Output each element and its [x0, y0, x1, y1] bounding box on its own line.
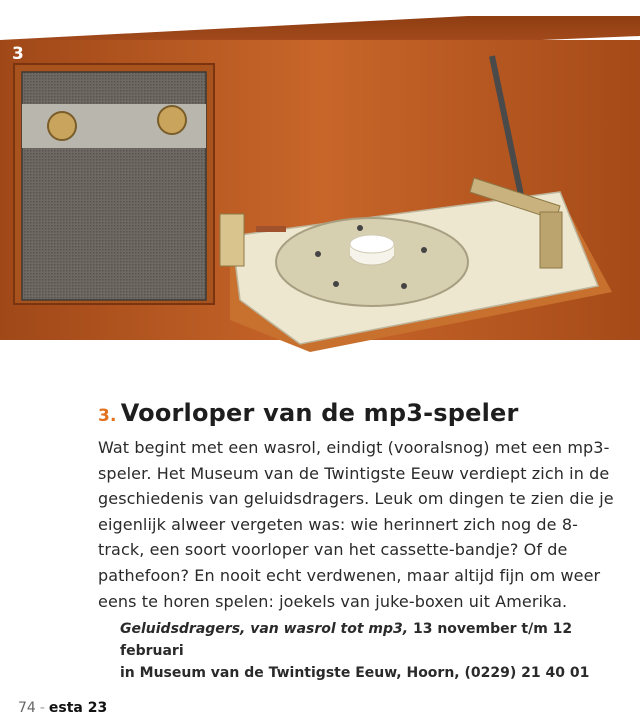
event-info: [120, 618, 618, 684]
event-title: Geluidsdragers, van wasrol tot mp3,: [120, 621, 409, 638]
article-number: 3.: [98, 406, 117, 426]
speaker-panel: [22, 72, 206, 300]
article-heading: [98, 398, 618, 431]
article-body: Wat begint met een wasrol, eindigt (vooralsnog) met een mp3-speler. Het Museum van de Twintigste Eeuw verdiept zich in de geschiedenis van geluidsdragers. Leuk om dingen te zien die je eigenlijk alweer vergeten was: wie herinnert zich nog de 8-track, een soort voorloper van het cassette-bandje? Of de pathefoon? En nooit echt verdwenen, maar altijd fijn om weer eens te horen spelen: joekels van juke-boxen uit Amerika.: [98, 438, 614, 611]
event-location: in Museum van de Twintigste Eeuw, Hoorn, (0229) 21 40 01: [120, 665, 590, 682]
photo-number-badge: 3: [12, 44, 24, 64]
article-title: Voorloper van de mp3-speler: [120, 399, 519, 427]
magazine-name: esta 23: [48, 700, 108, 716]
event-dates: 13 november t/m 12 februari: [120, 621, 573, 660]
article: [98, 398, 618, 684]
page-number: 74: [18, 700, 36, 716]
page-footer: [18, 700, 107, 716]
footer-separator: -: [39, 700, 45, 716]
